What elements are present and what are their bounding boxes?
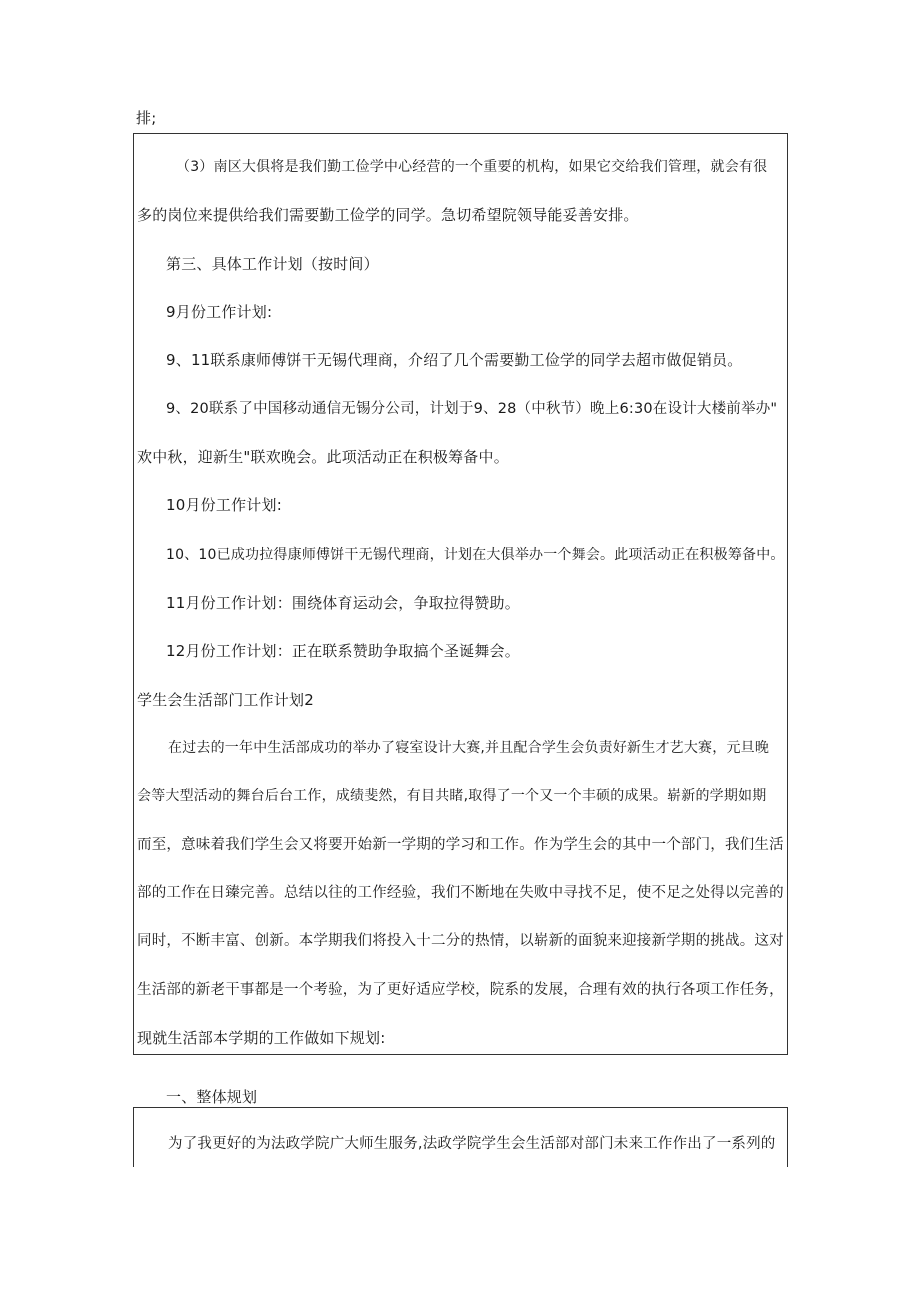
heading-specific-plan: 第三、具体工作计划（按时间）	[166, 255, 379, 273]
paragraph-3-line-2: 多的岗位来提供给我们需要勤工俭学的同学。急切希望院领导能妥善安排。	[137, 206, 639, 224]
plan-2-line-6: 生活部的新老干事都是一个考验，为了更好适应学校，院系的发展，合理有效的执行各项工作任务，	[137, 982, 784, 998]
plan-2-line-1: 在过去的一年中生活部成功的举办了寝室设计大赛,并且配合学生会负责好新生才艺大赛，元旦晚	[168, 740, 770, 756]
september-item-2-line-2: 欢中秋，迎新生"联欢晚会。此项活动正在积极筹备中。	[137, 448, 509, 466]
plan-2-line-4: 部的工作在日臻完善。总结以往的工作经验，我们不断地在失败中寻找不足，使不足之处得以完善的	[137, 885, 784, 901]
box-2-line-1: 为了我更好的为法政学院广大师生服务,法政学院学生会生活部对部门未来工作作出了一系列的	[168, 1136, 776, 1152]
plan-2-line-3: 而至，意味着我们学生会又将要开始新一学期的学习和工作。作为学生会的其中一个部门，我们生活	[137, 837, 784, 853]
paragraph-3-line-1: （3）南区大俱将是我们勤工俭学中心经营的一个重要的机构，如果它交给我们管理，就会有很	[176, 159, 768, 175]
plan-2-line-2: 会等大型活动的舞台后台工作，成绩斐然，有目共睹,取得了一个又一个丰硕的成果。崭新的学期如期	[137, 788, 767, 804]
plan-2-line-5: 同时，不断丰富、创新。本学期我们将投入十二分的热情，以崭新的面貌来迎接新学期的挑战。这对	[137, 933, 784, 949]
november-plan: 11月份工作计划：围绕体育运动会，争取拉得赞助。	[166, 594, 520, 612]
september-item-2-line-1: 9、20联系了中国移动通信无锡分公司，计划于9、28（中秋节）晚上6:30在设计大楼前举办"	[166, 401, 778, 417]
top-fragment-text: 排;	[136, 109, 157, 127]
october-item-1: 10、10已成功拉得康师傅饼干无锡代理商，计划在大俱举办一个舞会。此项活动正在积极筹备中。	[166, 547, 785, 563]
heading-overall-plan: 一、整体规划	[166, 1088, 258, 1106]
september-plan-title: 9月份工作计划:	[166, 303, 273, 321]
december-plan: 12月份工作计划：正在联系赞助争取搞个圣诞舞会。	[166, 642, 520, 660]
plan-2-line-7: 现就生活部本学期的工作做如下规划:	[137, 1029, 386, 1047]
plan-2-title: 学生会生活部门工作计划2	[137, 691, 314, 709]
september-item-1: 9、11联系康师傅饼干无锡代理商，介绍了几个需要勤工俭学的同学去超市做促销员。	[166, 351, 743, 369]
october-plan-title: 10月份工作计划:	[166, 496, 282, 514]
